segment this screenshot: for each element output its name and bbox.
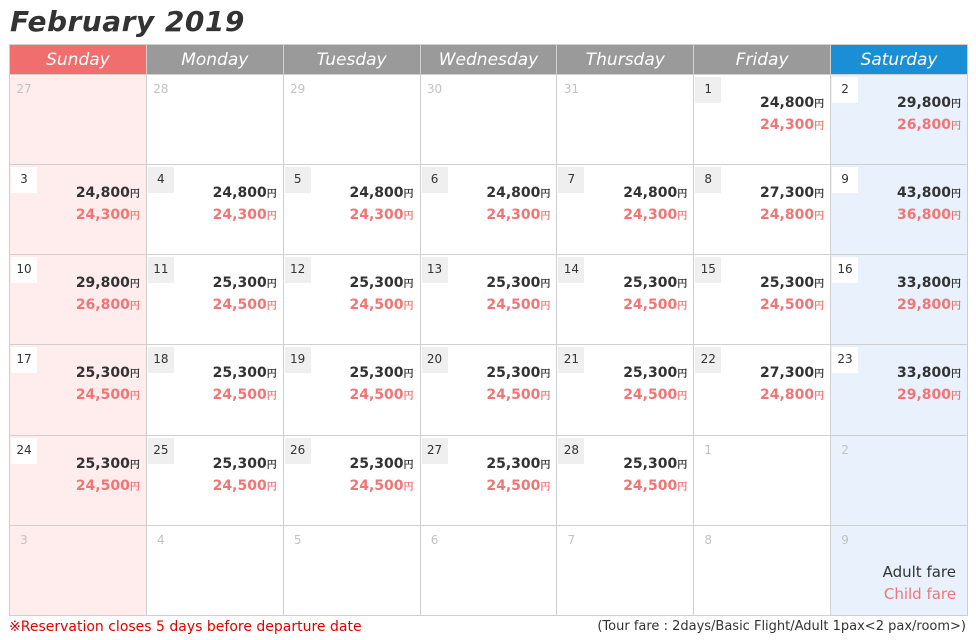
adult-fare-value: 25,300 [212,365,267,382]
yen-symbol: 円 [129,481,140,493]
yen-symbol: 円 [814,301,825,313]
day-number: 5 [293,532,302,547]
day-number: 8 [704,532,713,547]
child-fare [897,207,961,223]
adult-fare [897,365,961,381]
child-fare [486,387,550,403]
adult-fare-value: 43,800 [896,185,951,202]
day-number: 3 [20,532,28,547]
child-fare-value: 24,800 [760,387,815,404]
yen-symbol: 円 [266,391,277,403]
day-number: 15 [695,257,721,283]
calendar-day-cell-outside-month [146,75,283,165]
adult-fare-value: 24,800 [212,185,267,202]
child-fare [76,297,140,313]
legend-child-fare: Child fare [883,584,956,603]
day-number: 27 [16,82,32,96]
child-fare-value: 26,800 [75,297,130,314]
calendar-day-cell-outside-month [831,525,968,615]
adult-fare [76,456,140,472]
yen-symbol: 円 [403,369,414,381]
adult-fare-value: 24,800 [349,185,404,202]
yen-symbol: 円 [814,391,825,403]
day-number: 25 [148,438,174,464]
yen-symbol: 円 [540,279,551,291]
adult-fare-value: 25,300 [349,275,404,292]
yen-symbol: 円 [403,481,414,493]
legend-adult-fare: Adult fare [882,562,956,581]
calendar-day-cell-outside-month [146,525,283,615]
calendar-day-cell[interactable] [694,345,831,435]
adult-fare [486,456,550,472]
calendar-day-cell-outside-month [10,75,147,165]
child-fare [76,207,140,223]
calendar-day-cell[interactable] [283,255,420,345]
adult-fare-value: 25,300 [486,455,541,472]
adult-fare-value: 25,300 [75,455,130,472]
yen-symbol: 円 [677,459,688,471]
child-fare-value: 24,300 [486,207,541,224]
yen-symbol: 円 [814,211,825,223]
calendar-week-row [10,165,968,255]
child-fare [76,387,140,403]
child-fare-value: 24,300 [75,207,130,224]
adult-fare-value: 25,300 [486,275,541,292]
child-fare-value: 24,500 [623,477,678,494]
day-number: 2 [841,442,849,457]
adult-fare [760,275,824,291]
day-number: 29 [290,82,306,96]
yen-symbol: 円 [129,369,140,381]
yen-symbol: 円 [540,211,551,223]
yen-symbol: 円 [129,189,140,201]
child-fare [350,478,414,494]
day-number: 5 [285,167,311,193]
day-number: 19 [285,347,311,373]
child-fare [897,387,961,403]
calendar-day-cell-outside-month [831,435,968,525]
tour-fare-info: (Tour fare : 2days/Basic Flight/Adult 1pax<2 pax/room>) [597,619,966,634]
day-number: 12 [285,257,311,283]
child-fare-value: 24,500 [486,387,541,404]
yen-symbol: 円 [540,301,551,313]
day-number: 14 [558,257,584,283]
adult-fare [76,185,140,201]
adult-fare-value: 27,300 [760,365,815,382]
calendar-day-cell[interactable] [10,255,147,345]
fare-calendar [9,44,968,616]
child-fare-value: 24,500 [212,297,267,314]
yen-symbol: 円 [814,121,825,132]
adult-fare [76,365,140,381]
yen-symbol: 円 [403,211,414,223]
yen-symbol: 円 [951,391,961,403]
calendar-day-cell[interactable] [557,165,694,255]
calendar-day-cell[interactable] [831,255,968,345]
calendar-day-cell[interactable] [283,165,420,255]
calendar-day-cell[interactable] [420,345,557,435]
yen-symbol: 円 [129,391,140,403]
yen-symbol: 円 [814,99,825,110]
adult-fare-value: 24,800 [623,185,678,202]
adult-fare [350,365,414,381]
child-fare-value: 24,500 [75,387,130,404]
adult-fare-value: 25,300 [760,275,815,292]
child-fare [623,478,687,494]
child-fare-value: 29,800 [896,297,951,314]
calendar-day-cell-outside-month [694,435,831,525]
yen-symbol: 円 [677,301,688,313]
calendar-week-row [10,435,968,525]
yen-symbol: 円 [266,459,277,471]
adult-fare-value: 25,300 [486,365,541,382]
yen-symbol: 円 [540,369,551,381]
adult-fare [623,185,687,201]
calendar-day-cell[interactable] [831,165,968,255]
yen-symbol: 円 [129,301,140,313]
day-number: 31 [563,82,580,96]
child-fare-value: 36,800 [896,207,951,224]
adult-fare-value: 33,800 [896,365,951,382]
adult-fare [486,275,550,291]
adult-fare-value: 24,800 [486,185,541,202]
calendar-day-cell-outside-month [10,525,147,615]
calendar-day-cell[interactable] [283,435,420,525]
yen-symbol: 円 [814,189,825,201]
child-fare-value: 24,500 [349,297,404,314]
weekday-header-saturday: Saturday [831,45,968,75]
adult-fare-value: 25,300 [75,365,130,382]
calendar-day-cell-outside-month [557,525,694,615]
adult-fare-value: 25,300 [623,275,678,292]
child-fare [213,297,277,313]
day-number: 4 [148,167,174,193]
calendar-day-cell[interactable] [557,345,694,435]
adult-fare [760,365,824,381]
calendar-day-cell[interactable] [694,165,831,255]
adult-fare-value: 29,800 [896,95,951,111]
child-fare [350,387,414,403]
adult-fare [897,95,961,111]
child-fare-value: 26,800 [896,117,951,133]
day-number: 9 [841,532,849,547]
day-number: 7 [567,532,576,547]
yen-symbol: 円 [403,301,414,313]
weekday-header-tuesday: Tuesday [283,45,420,75]
adult-fare-value: 25,300 [623,365,678,382]
day-number: 4 [157,532,165,547]
calendar-week-row [10,345,968,435]
calendar-day-cell[interactable] [831,75,968,165]
yen-symbol: 円 [540,481,551,493]
yen-symbol: 円 [266,301,277,313]
day-number: 6 [430,532,439,547]
calendar-day-cell[interactable] [10,345,147,435]
adult-fare [760,95,824,111]
yen-symbol: 円 [677,369,688,381]
child-fare [213,478,277,494]
adult-fare-value: 27,300 [760,185,815,202]
calendar-day-cell[interactable] [283,345,420,435]
day-number: 24 [11,438,37,464]
weekday-header-friday: Friday [694,45,831,75]
adult-fare [897,185,961,201]
weekday-header-wednesday: Wednesday [420,45,557,75]
calendar-day-cell[interactable] [694,255,831,345]
adult-fare [623,275,687,291]
child-fare-value: 24,300 [212,207,267,224]
day-number: 21 [558,347,584,373]
weekday-header-thursday: Thursday [557,45,694,75]
child-fare [897,117,961,133]
calendar-day-cell[interactable] [420,435,557,525]
day-number: 9 [832,167,858,193]
yen-symbol: 円 [266,481,277,493]
adult-fare [213,275,277,291]
yen-symbol: 円 [951,99,961,110]
yen-symbol: 円 [403,391,414,403]
adult-fare [623,456,687,472]
child-fare-value: 24,500 [349,387,404,404]
yen-symbol: 円 [540,459,551,471]
calendar-title: February 2019 [10,5,245,38]
weekday-header-row [10,45,968,75]
yen-symbol: 円 [129,459,140,471]
child-fare [760,297,824,313]
day-number: 17 [11,347,37,373]
child-fare-value: 24,300 [623,207,678,224]
weekday-header-sunday: Sunday [10,45,147,75]
calendar-day-cell[interactable] [420,165,557,255]
yen-symbol: 円 [403,459,414,471]
yen-symbol: 円 [951,279,961,291]
calendar-day-cell-outside-month [420,75,557,165]
adult-fare [350,456,414,472]
adult-fare [760,185,824,201]
calendar-day-cell-outside-month [694,525,831,615]
child-fare-value: 24,500 [212,477,267,494]
yen-symbol: 円 [403,279,414,291]
day-number: 8 [695,167,721,193]
day-number: 23 [832,347,858,373]
yen-symbol: 円 [951,189,961,201]
child-fare [623,207,687,223]
calendar-day-cell[interactable] [694,75,831,165]
day-number: 20 [422,347,448,373]
adult-fare-value: 25,300 [623,455,678,472]
calendar-day-cell[interactable] [557,255,694,345]
adult-fare [486,365,550,381]
day-number: 2 [832,77,858,103]
day-number: 1 [695,77,721,103]
child-fare [213,207,277,223]
yen-symbol: 円 [403,189,414,201]
adult-fare [486,185,550,201]
calendar-day-cell[interactable] [146,435,283,525]
adult-fare [213,185,277,201]
yen-symbol: 円 [951,369,961,381]
day-number: 11 [148,257,174,283]
reservation-note: ※Reservation closes 5 days before departure date [9,619,362,635]
yen-symbol: 円 [677,211,688,223]
yen-symbol: 円 [129,211,140,223]
child-fare [760,117,824,133]
day-number: 22 [695,347,721,373]
adult-fare-value: 33,800 [896,275,951,292]
child-fare-value: 24,500 [349,477,404,494]
child-fare [623,297,687,313]
yen-symbol: 円 [266,211,277,223]
day-number: 26 [285,438,311,464]
child-fare-value: 24,300 [349,207,404,224]
child-fare-value: 24,500 [760,297,815,314]
child-fare [350,297,414,313]
calendar-day-cell-outside-month [283,75,420,165]
yen-symbol: 円 [677,279,688,291]
child-fare [486,207,550,223]
child-fare [76,478,140,494]
child-fare [897,297,961,313]
adult-fare-value: 29,800 [75,275,130,292]
child-fare [486,297,550,313]
calendar-day-cell[interactable] [146,165,283,255]
calendar-day-cell[interactable] [420,255,557,345]
yen-symbol: 円 [677,391,688,403]
day-number: 3 [11,167,37,193]
adult-fare [213,365,277,381]
calendar-day-cell-outside-month [283,525,420,615]
calendar-day-cell-outside-month [420,525,557,615]
calendar-week-row [10,255,968,345]
child-fare-value: 29,800 [896,387,951,404]
day-number: 27 [422,438,448,464]
child-fare [760,207,824,223]
day-number: 16 [832,257,858,283]
calendar-body [10,75,968,616]
adult-fare [213,456,277,472]
adult-fare [76,275,140,291]
adult-fare-value: 25,300 [349,455,404,472]
yen-symbol: 円 [677,189,688,201]
weekday-header-monday: Monday [146,45,283,75]
calendar-day-cell[interactable] [10,165,147,255]
adult-fare-value: 25,300 [212,275,267,292]
yen-symbol: 円 [677,481,688,493]
child-fare [213,387,277,403]
day-number: 30 [426,82,443,96]
child-fare-value: 24,500 [623,387,678,404]
yen-symbol: 円 [814,369,825,381]
yen-symbol: 円 [266,369,277,381]
yen-symbol: 円 [266,189,277,201]
yen-symbol: 円 [540,391,551,403]
child-fare [486,478,550,494]
child-fare-value: 24,500 [623,297,678,314]
calendar-day-cell[interactable] [146,345,283,435]
day-number: 18 [148,347,174,373]
adult-fare-value: 24,800 [760,95,815,111]
day-number: 7 [558,167,584,193]
child-fare-value: 24,500 [486,297,541,314]
calendar-week-row [10,75,968,165]
adult-fare-value: 25,300 [212,455,267,472]
child-fare-value: 24,500 [486,477,541,494]
calendar-day-cell[interactable] [557,435,694,525]
adult-fare-value: 25,300 [349,365,404,382]
yen-symbol: 円 [129,279,140,291]
child-fare [623,387,687,403]
adult-fare [350,185,414,201]
yen-symbol: 円 [266,279,277,291]
adult-fare [350,275,414,291]
child-fare-value: 24,500 [212,387,267,404]
day-number: 1 [704,442,713,457]
yen-symbol: 円 [951,301,961,313]
adult-fare [623,365,687,381]
calendar-week-row [10,525,968,615]
yen-symbol: 円 [951,121,961,132]
calendar-day-cell[interactable] [10,435,147,525]
calendar-day-cell[interactable] [831,345,968,435]
adult-fare [897,275,961,291]
child-fare [350,207,414,223]
yen-symbol: 円 [951,211,961,223]
child-fare-value: 24,800 [760,207,815,224]
adult-fare-value: 24,800 [75,185,130,202]
day-number: 6 [422,167,448,193]
day-number: 13 [422,257,448,283]
day-number: 28 [558,438,584,464]
day-number: 10 [11,257,37,283]
calendar-day-cell[interactable] [146,255,283,345]
yen-symbol: 円 [540,189,551,201]
child-fare [760,387,824,403]
day-number: 28 [153,82,169,96]
child-fare-value: 24,500 [75,477,130,494]
yen-symbol: 円 [814,279,825,291]
child-fare-value: 24,300 [760,117,815,133]
calendar-day-cell-outside-month [557,75,694,165]
